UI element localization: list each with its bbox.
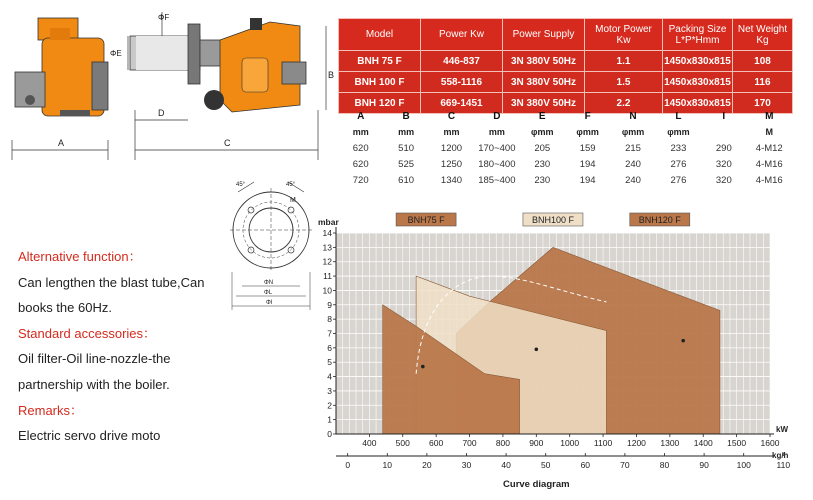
chart-y-tick-label: 5 bbox=[327, 357, 332, 368]
dimension-table-row bbox=[338, 108, 792, 124]
spec-cell: 1.1 bbox=[585, 51, 663, 72]
curve-diagram-chart bbox=[300, 205, 813, 500]
dimension-table-row bbox=[338, 124, 792, 140]
dimension-table-row bbox=[338, 140, 792, 156]
dimension-cell: 240 bbox=[625, 174, 641, 186]
dimension-cell: 230 bbox=[534, 158, 551, 170]
note-text: books the 60Hz. bbox=[18, 300, 112, 316]
burner-front-view bbox=[15, 18, 108, 116]
spec-cell: 669-1451 bbox=[421, 93, 503, 114]
dimension-cell: A bbox=[357, 110, 365, 122]
dimension-cell: 1340 bbox=[440, 174, 463, 186]
dimension-cell: 276 bbox=[670, 158, 687, 170]
spec-cell: 446-837 bbox=[421, 51, 503, 72]
spec-cell: 3N 380V 50Hz bbox=[503, 51, 585, 72]
chart-legend-label: BNH100 F bbox=[531, 215, 574, 225]
chart-kgh-tick-label: 30 bbox=[461, 460, 472, 470]
chart-kgh-tick-label: 40 bbox=[501, 460, 511, 470]
dimension-cell: 290 bbox=[715, 142, 732, 154]
dimension-cell: 194 bbox=[579, 158, 596, 170]
flange-label-l: ΦL bbox=[264, 290, 273, 296]
spec-cell: 558-1116 bbox=[421, 72, 503, 93]
spec-cell: 3N 380V 50Hz bbox=[503, 93, 585, 114]
dimension-cell: 170~400 bbox=[478, 142, 516, 154]
dimension-cell: φmm bbox=[621, 127, 645, 137]
dimension-cell: N bbox=[629, 110, 637, 122]
dim-label-c: C bbox=[224, 138, 231, 148]
dimension-cell: 510 bbox=[398, 142, 415, 154]
dimension-cell: M bbox=[765, 110, 774, 122]
note-text: Can lengthen the blast tube,Can bbox=[18, 274, 205, 290]
chart-marker-dot bbox=[681, 339, 685, 343]
note-heading: Remarks： bbox=[18, 402, 84, 418]
dimension-cell: 215 bbox=[625, 142, 641, 154]
spec-header-supply: Power Supply bbox=[503, 19, 585, 51]
dimension-cell: 620 bbox=[352, 142, 369, 154]
spec-cell: 2.2 bbox=[585, 93, 663, 114]
note-heading: Alternative function： bbox=[18, 249, 142, 264]
dimension-cell: 230 bbox=[534, 174, 551, 186]
dimension-cell: 233 bbox=[670, 142, 687, 154]
chart-y-tick-label: 4 bbox=[327, 371, 332, 382]
chart-y-tick-label: 14 bbox=[322, 228, 332, 238]
dimension-table bbox=[338, 108, 792, 188]
dimension-cell: B bbox=[402, 110, 410, 122]
dimension-table-row bbox=[338, 156, 792, 172]
dimension-cell: C bbox=[447, 110, 456, 122]
dimension-cell: 205 bbox=[534, 142, 551, 154]
chart-y-tick-label: 12 bbox=[322, 256, 332, 267]
dimension-cell: φmm bbox=[576, 127, 599, 137]
chart-y-tick-label: 6 bbox=[327, 342, 332, 353]
chart-y-label: mbar bbox=[318, 217, 339, 227]
dimension-cell: φmm bbox=[667, 127, 690, 137]
dimension-cell: 159 bbox=[579, 142, 596, 154]
dimension-cell bbox=[701, 124, 746, 140]
dimension-cell: D bbox=[493, 110, 501, 122]
chart-kw-unit: kW bbox=[776, 425, 788, 434]
chart-kw-tick-label: 700 bbox=[462, 438, 477, 448]
spec-cell: 1450x830x815 bbox=[663, 72, 733, 93]
spec-cell: 1.5 bbox=[585, 72, 663, 93]
dim-label-e: ΦE bbox=[110, 49, 122, 58]
chart-kgh-tick-label: 0 bbox=[345, 460, 351, 470]
dimension-cell: 185~400 bbox=[478, 174, 516, 186]
dimension-cell: M bbox=[765, 127, 773, 137]
spec-cell: 3N 380V 50Hz bbox=[503, 72, 585, 93]
chart-kw-tick-label: 1600 bbox=[760, 438, 780, 448]
dimension-cell: mm bbox=[398, 127, 415, 137]
chart-kw-tick-label: 400 bbox=[362, 438, 377, 448]
flange-label-i: ΦI bbox=[266, 300, 273, 306]
spec-table-header-row bbox=[339, 19, 793, 51]
note-text: partnership with the boiler. bbox=[18, 376, 170, 392]
chart-title: Curve diagram bbox=[503, 479, 570, 490]
dimension-cell: 320 bbox=[715, 158, 732, 170]
chart-kgh-tick-label: 60 bbox=[580, 460, 591, 470]
dimension-cell: 240 bbox=[625, 158, 641, 170]
dimension-cell: 1250 bbox=[440, 158, 463, 170]
spec-header-power: Power Kw bbox=[421, 19, 503, 51]
chart-kgh-tick-label: 90 bbox=[699, 460, 709, 470]
flange-angle-left: 45° bbox=[236, 182, 246, 188]
chart-kw-tick-label: 900 bbox=[529, 438, 544, 448]
chart-kgh-tick-label: 110 bbox=[776, 460, 791, 470]
spec-table-row bbox=[339, 51, 793, 72]
chart-y-tick-label: 3 bbox=[327, 385, 332, 396]
chart-kgh-tick-label: 20 bbox=[422, 460, 432, 470]
note-text: Electric servo drive moto bbox=[18, 428, 161, 444]
dim-label-a: A bbox=[58, 138, 65, 148]
dim-label-b: B bbox=[328, 70, 335, 80]
chart-legend-label: BNH120 F bbox=[638, 215, 681, 225]
dimension-cell: I bbox=[722, 110, 726, 122]
burner-side-view bbox=[130, 18, 306, 112]
spec-cell: 1450x830x815 bbox=[663, 51, 733, 72]
dimension-cell: 525 bbox=[398, 158, 415, 170]
chart-kgh-tick-label: 100 bbox=[736, 460, 751, 470]
spec-header-weight: Net Weight Kg bbox=[733, 19, 793, 51]
flange-angle-right: 45° bbox=[286, 182, 296, 188]
spec-cell: 1450x830x815 bbox=[663, 93, 733, 114]
dimension-cell: mm bbox=[443, 127, 460, 137]
dimension-cell: 4-M16 bbox=[755, 174, 783, 186]
dimension-cell: F bbox=[584, 110, 591, 122]
chart-kgh-tick-label: 10 bbox=[382, 460, 393, 470]
dimension-cell: 320 bbox=[715, 174, 732, 186]
spec-header-model: Model bbox=[339, 19, 421, 51]
dimension-cell: 194 bbox=[579, 174, 596, 186]
dimension-cell: 1200 bbox=[440, 142, 463, 154]
spec-table bbox=[338, 18, 793, 114]
burner-side-drawing bbox=[0, 0, 338, 200]
chart-y-tick-label: 1 bbox=[327, 414, 332, 425]
notes-panel bbox=[18, 244, 248, 449]
dimension-cell: 4-M12 bbox=[755, 142, 783, 154]
chart-marker-dot bbox=[421, 365, 425, 369]
chart-kgh-unit: kg/h bbox=[772, 451, 789, 460]
chart-y-tick-label: 8 bbox=[327, 314, 332, 325]
chart-kgh-tick-label: 80 bbox=[659, 460, 670, 470]
spec-cell: 170 bbox=[733, 93, 793, 114]
dimension-cell: L bbox=[675, 110, 682, 122]
dimension-cell: mm bbox=[488, 127, 505, 137]
dimension-cell: 620 bbox=[352, 158, 369, 170]
chart-kw-tick-label: 1200 bbox=[627, 438, 646, 448]
dimension-table-row bbox=[338, 172, 792, 188]
chart-kw-tick-label: 1500 bbox=[727, 438, 747, 448]
spec-cell: BNH 120 F bbox=[339, 93, 421, 114]
dimension-cell: 180~400 bbox=[478, 158, 516, 170]
dimension-cell: E bbox=[538, 110, 546, 122]
note-text: Oil filter-Oil line-nozzle-the bbox=[18, 351, 171, 367]
spec-cell: 116 bbox=[733, 72, 793, 93]
dim-label-f: ΦF bbox=[158, 13, 170, 22]
chart-y-tick-label: 11 bbox=[323, 271, 332, 282]
note-heading: Standard accessories： bbox=[18, 325, 157, 341]
spec-cell: BNH 100 F bbox=[339, 72, 421, 93]
chart-y-tick-label: 7 bbox=[327, 328, 332, 339]
chart-kw-tick-label: 1300 bbox=[660, 438, 680, 448]
flange-label-m: M bbox=[290, 197, 296, 204]
chart-kw-tick-label: 1400 bbox=[693, 438, 713, 448]
dimension-cell: 4-M16 bbox=[755, 158, 783, 170]
chart-marker-dot bbox=[535, 347, 539, 351]
dim-label-d: D bbox=[158, 108, 165, 118]
chart-legend-label: BNH75 F bbox=[407, 215, 445, 225]
dimension-cell: 720 bbox=[352, 174, 369, 186]
spec-header-packing: Packing Size L*P*Hmm bbox=[663, 19, 733, 51]
chart-y-tick-label: 10 bbox=[322, 285, 332, 296]
chart-kw-tick-label: 1000 bbox=[560, 438, 580, 448]
spec-header-motor: Motor Power Kw bbox=[585, 19, 663, 51]
chart-kgh-tick-label: 50 bbox=[540, 460, 551, 470]
dimension-cell: 276 bbox=[670, 174, 687, 186]
chart-y-tick-label: 13 bbox=[322, 242, 332, 253]
spec-cell: 108 bbox=[733, 51, 793, 72]
chart-kgh-tick-label: 70 bbox=[620, 460, 630, 470]
dimension-cell: mm bbox=[352, 127, 369, 137]
chart-kw-tick-label: 600 bbox=[429, 438, 444, 448]
dimension-cell: φmm bbox=[531, 127, 554, 137]
dimension-cell: 610 bbox=[398, 174, 415, 186]
chart-y-tick-label: 9 bbox=[327, 299, 332, 310]
chart-kw-tick-label: 800 bbox=[495, 438, 511, 448]
chart-kw-tick-label: 1100 bbox=[593, 438, 613, 448]
spec-cell: BNH 75 F bbox=[339, 51, 421, 72]
spec-table-row bbox=[339, 72, 793, 93]
chart-y-tick-label: 2 bbox=[327, 400, 332, 411]
flange-label-n: ΦN bbox=[264, 280, 274, 286]
chart-y-tick-label: 0 bbox=[327, 429, 332, 439]
chart-kw-tick-label: 500 bbox=[395, 438, 410, 448]
